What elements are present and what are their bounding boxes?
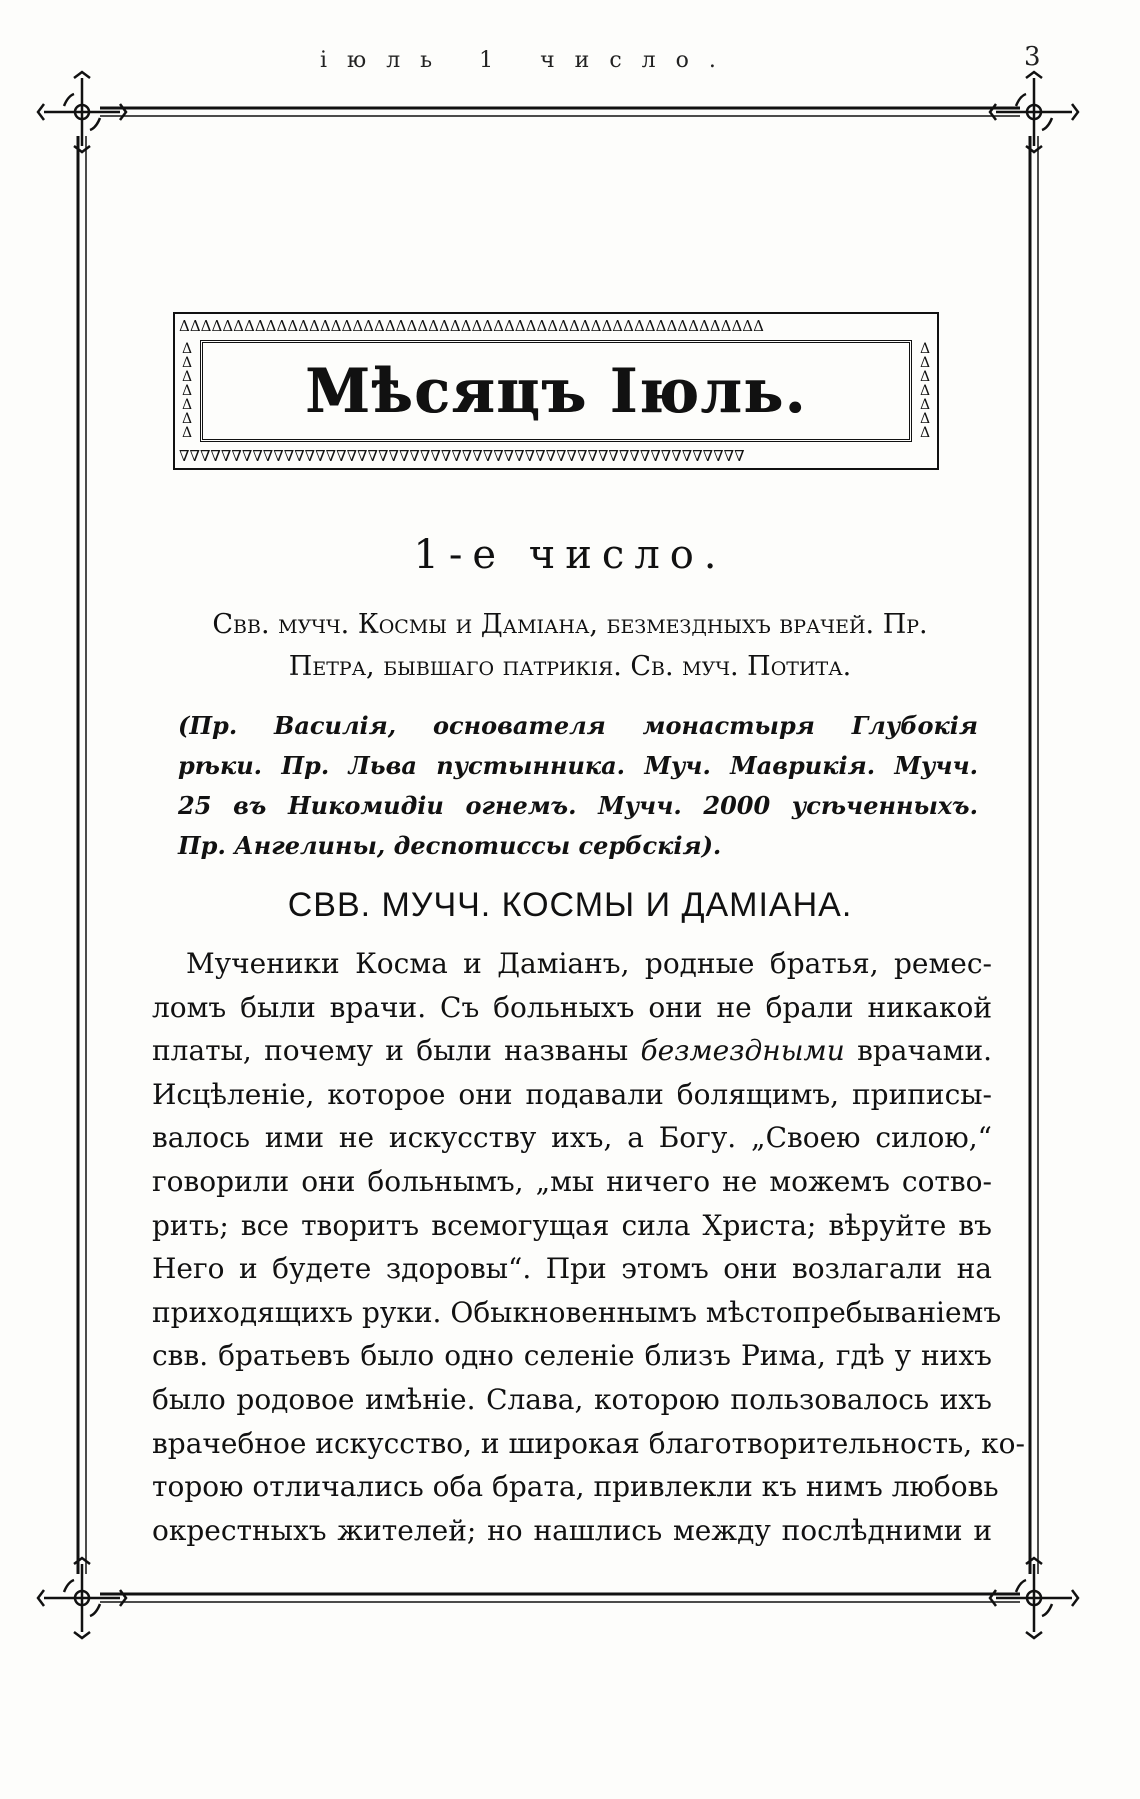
banner-bottom-ornament: ∇∇∇∇∇∇∇∇∇∇∇∇∇∇∇∇∇∇∇∇∇∇∇∇∇∇∇∇∇∇∇∇∇∇∇∇∇∇∇∇∇∇∇∇∇∇∇∇∇∇∇∇∇∇ <box>179 447 745 465</box>
banner-inner-frame <box>200 340 912 442</box>
banner-right-ornament: ΔΔΔΔΔΔΔ <box>919 342 931 440</box>
section-heading: СВВ. МУЧЧ. КОСМЫ И ДАМІАНА. <box>287 886 853 924</box>
body-line: валось ими не искусству ихъ, а Богу. „Своею силою,“ <box>152 1121 992 1155</box>
body-line: говорили они больнымъ, „мы ничего не можемъ сотво- <box>152 1164 992 1198</box>
banner-left-ornament: ΔΔΔΔΔΔΔ <box>181 342 193 440</box>
page-number: 3 <box>1024 42 1041 72</box>
body-line: свв. братьевъ было одно селеніе близъ Рима, гдѣ у нихъ <box>152 1339 992 1373</box>
body-line: Него и будете здоровы“. При этомъ они возлагали на <box>152 1252 992 1286</box>
body-line-emphasis: безмездными <box>640 1034 845 1068</box>
saints-list <box>150 604 990 688</box>
saints-extra-line: рѣки. Пр. Льва пустынника. Муч. Маврикія. Мучч. <box>178 751 978 780</box>
body-line: торою отличались оба брата, привлекли къ нимъ любовь <box>152 1470 999 1504</box>
banner-top-ornament: ΔΔΔΔΔΔΔΔΔΔΔΔΔΔΔΔΔΔΔΔΔΔΔΔΔΔΔΔΔΔΔΔΔΔΔΔΔΔΔΔΔΔΔΔΔΔΔΔΔΔΔΔΔΔ <box>179 317 764 335</box>
body-line-part: платы, почему и были названы <box>152 1034 641 1068</box>
running-head: іюль 1 число. <box>320 48 736 73</box>
month-title: Мѣсяцъ Іюль. <box>305 355 807 427</box>
body-line-part: врачами. <box>844 1034 993 1068</box>
saints-line: Свв. мучч. Космы и Даміана, безмездныхъ врачей. Пр. <box>212 609 928 640</box>
body-line: окрестныхъ жителей; но нашлись между послѣдними и <box>152 1513 992 1547</box>
body-line: приходящихъ руки. Обыкновеннымъ мѣстопребываніемъ <box>152 1295 1002 1329</box>
body-line: рить; все творитъ всемогущая сила Христа; вѣруйте въ <box>152 1208 992 1242</box>
month-banner <box>173 312 939 470</box>
saints-extra-list <box>178 706 978 866</box>
body-line <box>152 1029 992 1073</box>
body-line: ломъ были врачи. Съ больныхъ они не брали никакой <box>152 990 992 1024</box>
body-line: врачебное искусство, и широкая благотворительность, ко- <box>152 1426 1025 1460</box>
body-line: было родовое имѣніе. Слава, которою пользовалось ихъ <box>152 1382 992 1416</box>
body-line: Мученики Косма и Даміанъ, родные братья, ремес- <box>186 947 992 980</box>
saints-extra-line: Пр. Ангелины, деспотиссы сербскія). <box>178 831 722 860</box>
day-heading: 1-е число. <box>413 532 727 578</box>
saints-line: Петра, бывшаго патрикія. Св. муч. Потита. <box>288 651 852 682</box>
saints-extra-line: (Пр. Василія, основателя монастыря Глубокія <box>178 711 978 740</box>
body-text <box>152 942 1025 1552</box>
saints-extra-line: 25 въ Никомидіи огнемъ. Мучч. 2000 усѣченныхъ. <box>178 791 978 820</box>
body-line: Исцѣленіе, которое они подавали болящимъ, приписы- <box>152 1077 992 1111</box>
